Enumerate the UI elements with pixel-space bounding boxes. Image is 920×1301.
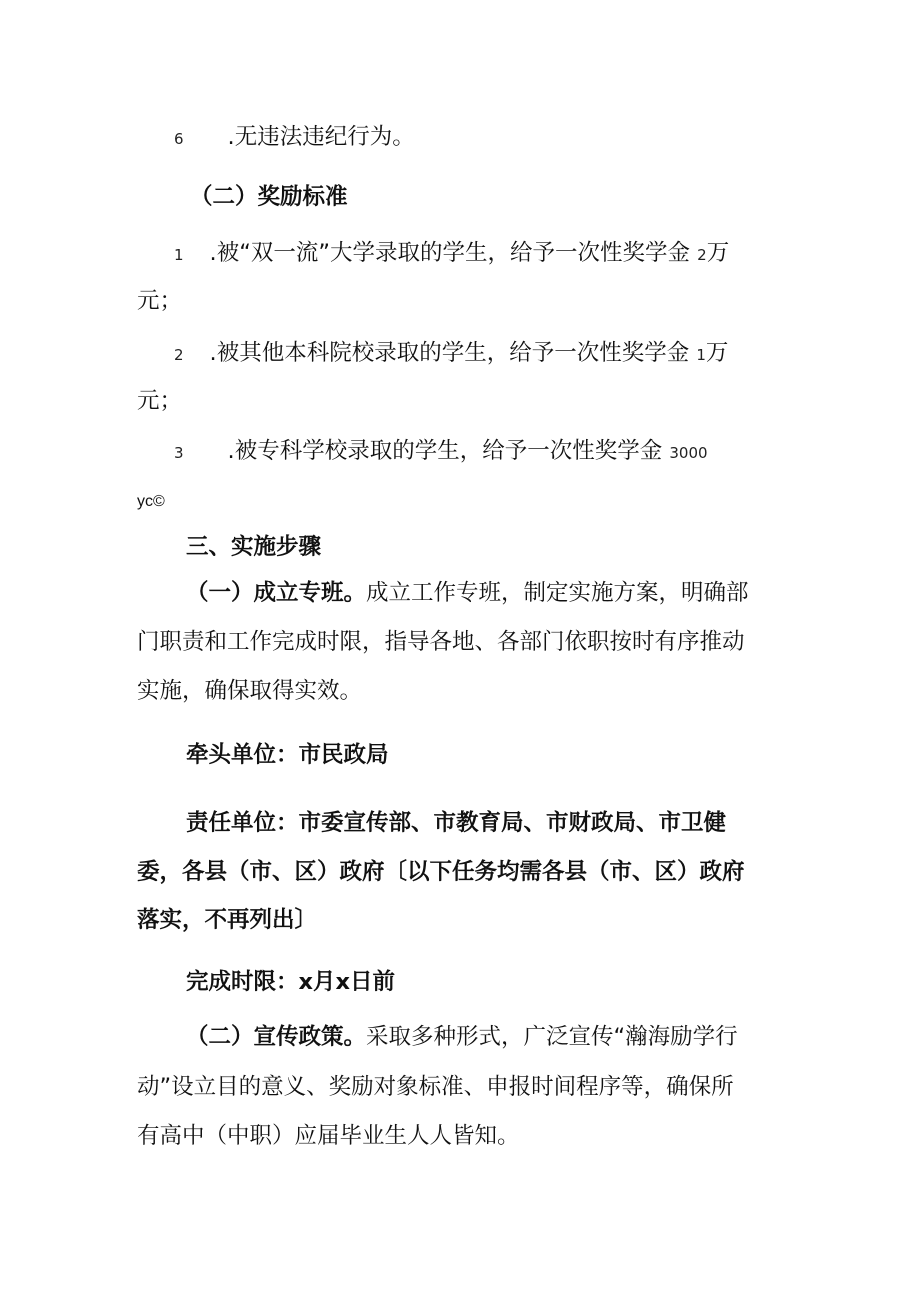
- reward-heading: （二）奖励标准: [190, 184, 348, 210]
- item-6-number: 6: [174, 130, 184, 148]
- step-1-text-1: 成立工作专班，制定实施方案，明确部: [366, 580, 749, 606]
- reward-item-1-cont: 元；: [137, 288, 183, 314]
- responsible-line-1: 责任单位：市委宣传部、市教育局、市财政局、市卫健: [186, 810, 727, 836]
- step-2-text-1: 采取多种形式，广泛宣传“瀚海励学行: [366, 1024, 738, 1050]
- step-1-line-3: 实施，确保取得实效。: [137, 678, 363, 704]
- responsible-line-2: 委，各县（市、区）政府〔以下任务均需各县（市、区）政府: [137, 859, 745, 885]
- step-1-label: （一）成立专班。: [186, 580, 367, 606]
- reward-item-1: [174, 238, 729, 270]
- step-1-line-2: 门职责和工作完成时限，指导各地、各部门依职按时有序推动: [137, 629, 745, 655]
- step-2-line-3: 有高中（中职）应届毕业生人人皆知。: [137, 1123, 520, 1149]
- reward-item-3-cont: yc©: [137, 493, 165, 510]
- item-6: [174, 122, 415, 154]
- reward-item-3-text: .被专科学校录取的学生，给予一次性奖学金: [227, 438, 663, 464]
- step-2-label: （二）宣传政策。: [186, 1024, 367, 1050]
- reward-item-2-number: 2: [174, 346, 184, 364]
- responsible-line-3: 落实，不再列出〕: [137, 907, 318, 933]
- deadline: 完成时限：x月x日前: [186, 969, 396, 995]
- reward-item-1-unit: 万: [706, 240, 730, 266]
- reward-item-3: [174, 436, 708, 468]
- reward-item-3-number: 3: [174, 444, 184, 462]
- reward-item-2-amount: 1: [696, 346, 706, 364]
- reward-item-1-text: .被“双一流”大学录取的学生，给予一次性奖学金: [209, 240, 691, 266]
- reward-item-3-amount: 3000: [669, 444, 708, 462]
- steps-heading: 三、实施步骤: [186, 534, 322, 560]
- step-2-line-1: [186, 1022, 738, 1052]
- item-6-text: .无违法违纪行为。: [227, 124, 415, 150]
- reward-item-1-amount: 2: [697, 246, 707, 264]
- reward-item-2-text: .被其他本科院校录取的学生，给予一次性奖学金: [209, 340, 690, 366]
- step-2-line-2: 动”设立目的意义、奖励对象标准、申报时间程序等，确保所: [137, 1074, 734, 1100]
- reward-item-2: [174, 338, 728, 370]
- reward-item-2-cont: 元；: [137, 388, 183, 414]
- step-1-line-1: [186, 578, 749, 608]
- lead-unit: 牵头单位：市民政局: [186, 742, 389, 768]
- reward-item-1-number: 1: [174, 246, 184, 264]
- reward-item-2-unit: 万: [705, 340, 729, 366]
